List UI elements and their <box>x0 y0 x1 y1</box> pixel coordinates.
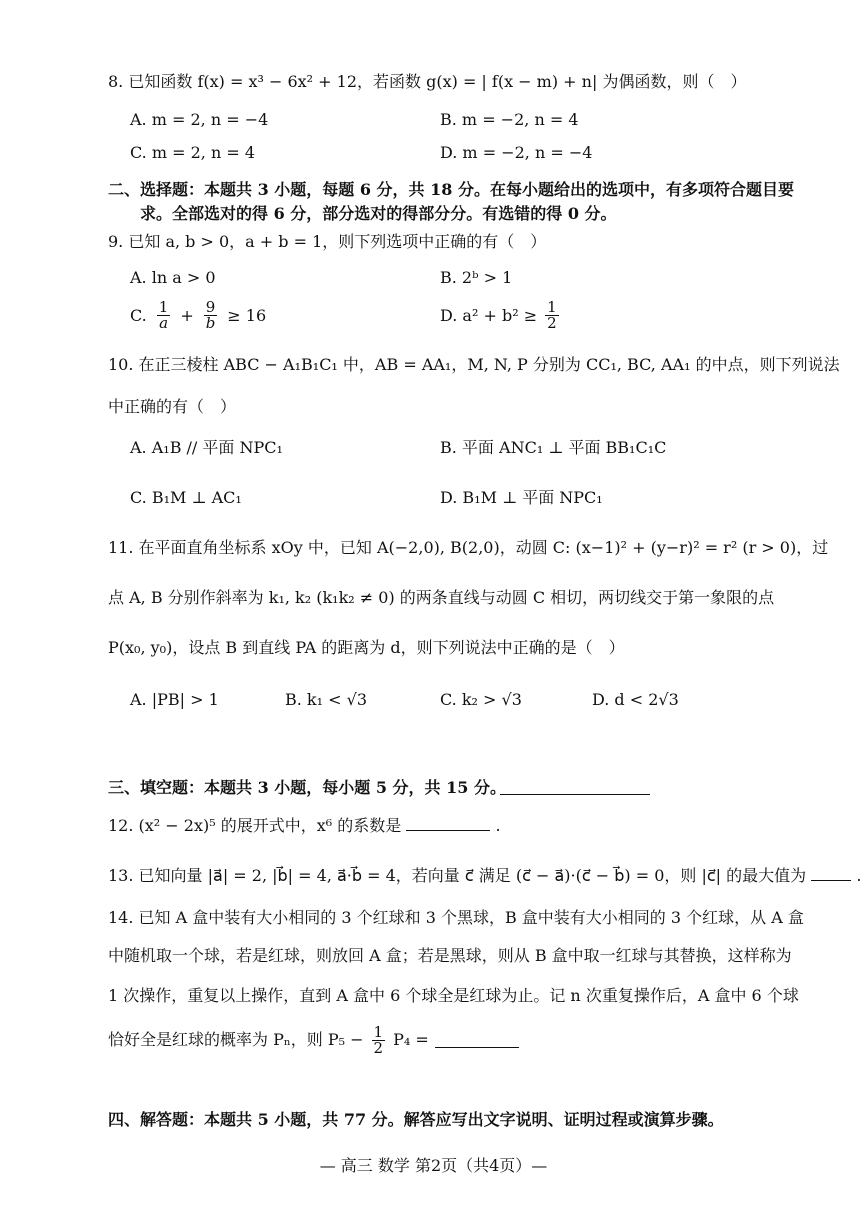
q11-stem-line1: 11. 在平面直角坐标系 xOy 中，已知 A(−2,0), B(2,0)，动圆 C: (x−1)² + (y−r)² = r² (r > 0)，过 <box>108 538 829 557</box>
q9-option-c-prefix: C. <box>130 305 147 325</box>
q10-option-d: D. B₁M ⊥ 平面 NPC₁ <box>440 488 603 507</box>
q9-option-c: C. $\frac{1}{a}$ + $\frac{9}{b}$ ≥ 16 <box>130 298 267 332</box>
q9-option-c-suffix: ≥ 16 <box>227 305 267 325</box>
q9-frac-1-over-a <box>157 300 171 331</box>
q14-frac-1-over-2 <box>372 1022 386 1057</box>
q14-stem-line2: 中随机取一个球，若是红球，则放回 A 盒；若是黑球，则从 B 盒中取一红球与其替换，这样称为 <box>108 946 792 965</box>
q12-stem <box>108 816 501 836</box>
q13-text: 13. 已知向量 |a⃗| = 2, |b⃗| = 4, a⃗·b⃗ = 4，若向量 c⃗ 满足 (c⃗ − a⃗)·(c⃗ − b⃗) = 0，则 |c⃗| 的最大值为 <box>108 866 807 885</box>
q11-option-d: D. d < 2√3 <box>592 690 679 709</box>
q9-option-a: A. ln a > 0 <box>130 268 216 287</box>
frac-numerator: 9 <box>205 298 216 316</box>
q14-stem-line3: 1 次操作，重复以上操作，直到 A 盒中 6 个球全是红球为止。记 n 次重复操作后，A 盒中 6 个球 <box>108 986 799 1005</box>
q8-option-d: D. m = −2, n = −4 <box>440 143 593 162</box>
q10-stem-line1: 10. 在正三棱柱 ABC − A₁B₁C₁ 中，AB = AA₁，M, N, P 分别为 CC₁, BC, AA₁ 的中点，则下列说法 <box>108 355 840 374</box>
q9-option-d-text: D. a² + b² ≥ <box>440 305 538 325</box>
q11-stem-line2: 点 A, B 分别作斜率为 k₁, k₂ (k₁k₂ ≠ 0) 的两条直线与动圆 C 相切，两切线交于第一象限的点 <box>108 588 775 607</box>
q8-option-a: A. m = 2, n = −4 <box>130 110 269 129</box>
q12-text: 12. (x² − 2x)⁵ 的展开式中，x⁶ 的系数是 <box>108 816 402 835</box>
q10-option-b: B. 平面 ANC₁ ⊥ 平面 BB₁C₁C <box>440 438 667 457</box>
q14-answer-blank[interactable] <box>435 1033 519 1048</box>
q11-option-b: B. k₁ < √3 <box>285 690 367 709</box>
q13-answer-blank[interactable] <box>811 866 851 881</box>
frac-numerator: 1 <box>158 298 169 316</box>
q9-option-b: B. 2ᵇ > 1 <box>440 268 513 287</box>
frac-denominator: b <box>205 314 216 332</box>
section2-heading-line2: 求。全部选对的得 6 分，部分选对的得部分分。有选错的得 0 分。 <box>140 204 617 223</box>
section4-heading: 四、解答题：本题共 5 小题，共 77 分。解答应写出文字说明、证明过程或演算步骤。 <box>108 1110 724 1129</box>
q13-stem <box>108 866 861 886</box>
q11-option-c: C. k₂ > √3 <box>440 690 522 709</box>
frac-denominator: 2 <box>373 1038 384 1057</box>
section2-heading-line1: 二、选择题：本题共 3 小题，每题 6 分，共 18 分。在每小题给出的选项中，有多项符合题目要 <box>108 180 794 199</box>
section3-underline <box>500 780 650 795</box>
q14-stem-line1: 14. 已知 A 盒中装有大小相同的 3 个红球和 3 个黑球，B 盒中装有大小相同的 3 个红球，从 A 盒 <box>108 908 804 927</box>
q9-stem: 9. 已知 a, b > 0，a + b = 1，则下列选项中正确的有（ ） <box>108 232 547 251</box>
q11-option-a: A. |PB| > 1 <box>130 690 219 709</box>
q14-stem-line4 <box>108 1022 519 1058</box>
frac-denominator: 2 <box>547 314 557 332</box>
q9-option-d <box>440 300 561 331</box>
q10-stem-line2: 中正确的有（ ） <box>108 397 237 416</box>
q8-option-b: B. m = −2, n = 4 <box>440 110 579 129</box>
frac-numerator: 1 <box>547 298 557 316</box>
frac-denominator: a <box>159 314 169 332</box>
section3-heading: 三、填空题：本题共 3 小题，每小题 5 分，共 15 分。 <box>108 778 506 797</box>
q9-frac-1-over-2 <box>545 300 559 331</box>
frac-numerator: 1 <box>373 1022 384 1041</box>
q14-line4-b: P₄ = <box>393 1030 429 1049</box>
q13-end: . <box>856 866 862 885</box>
q10-option-c: C. B₁M ⊥ AC₁ <box>130 488 242 507</box>
q14-line4-a: 恰好全是红球的概率为 Pₙ，则 P₅ − <box>108 1030 364 1049</box>
q9-frac-9-over-b <box>204 300 218 331</box>
q8-option-c: C. m = 2, n = 4 <box>130 143 256 162</box>
page-footer: — 高三 数学 第2页（共4页）— <box>319 1156 548 1175</box>
q11-stem-line3: P(x₀, y₀)，设点 B 到直线 PA 的距离为 d，则下列说法中正确的是（ ） <box>108 638 625 657</box>
q12-answer-blank[interactable] <box>406 816 490 831</box>
q8-stem: 8. 已知函数 f(x) = x³ − 6x² + 12，若函数 g(x) = | f(x − m) + n| 为偶函数，则（ ） <box>108 72 747 91</box>
q12-end: . <box>495 816 501 835</box>
q10-option-a: A. A₁B // 平面 NPC₁ <box>130 438 283 457</box>
